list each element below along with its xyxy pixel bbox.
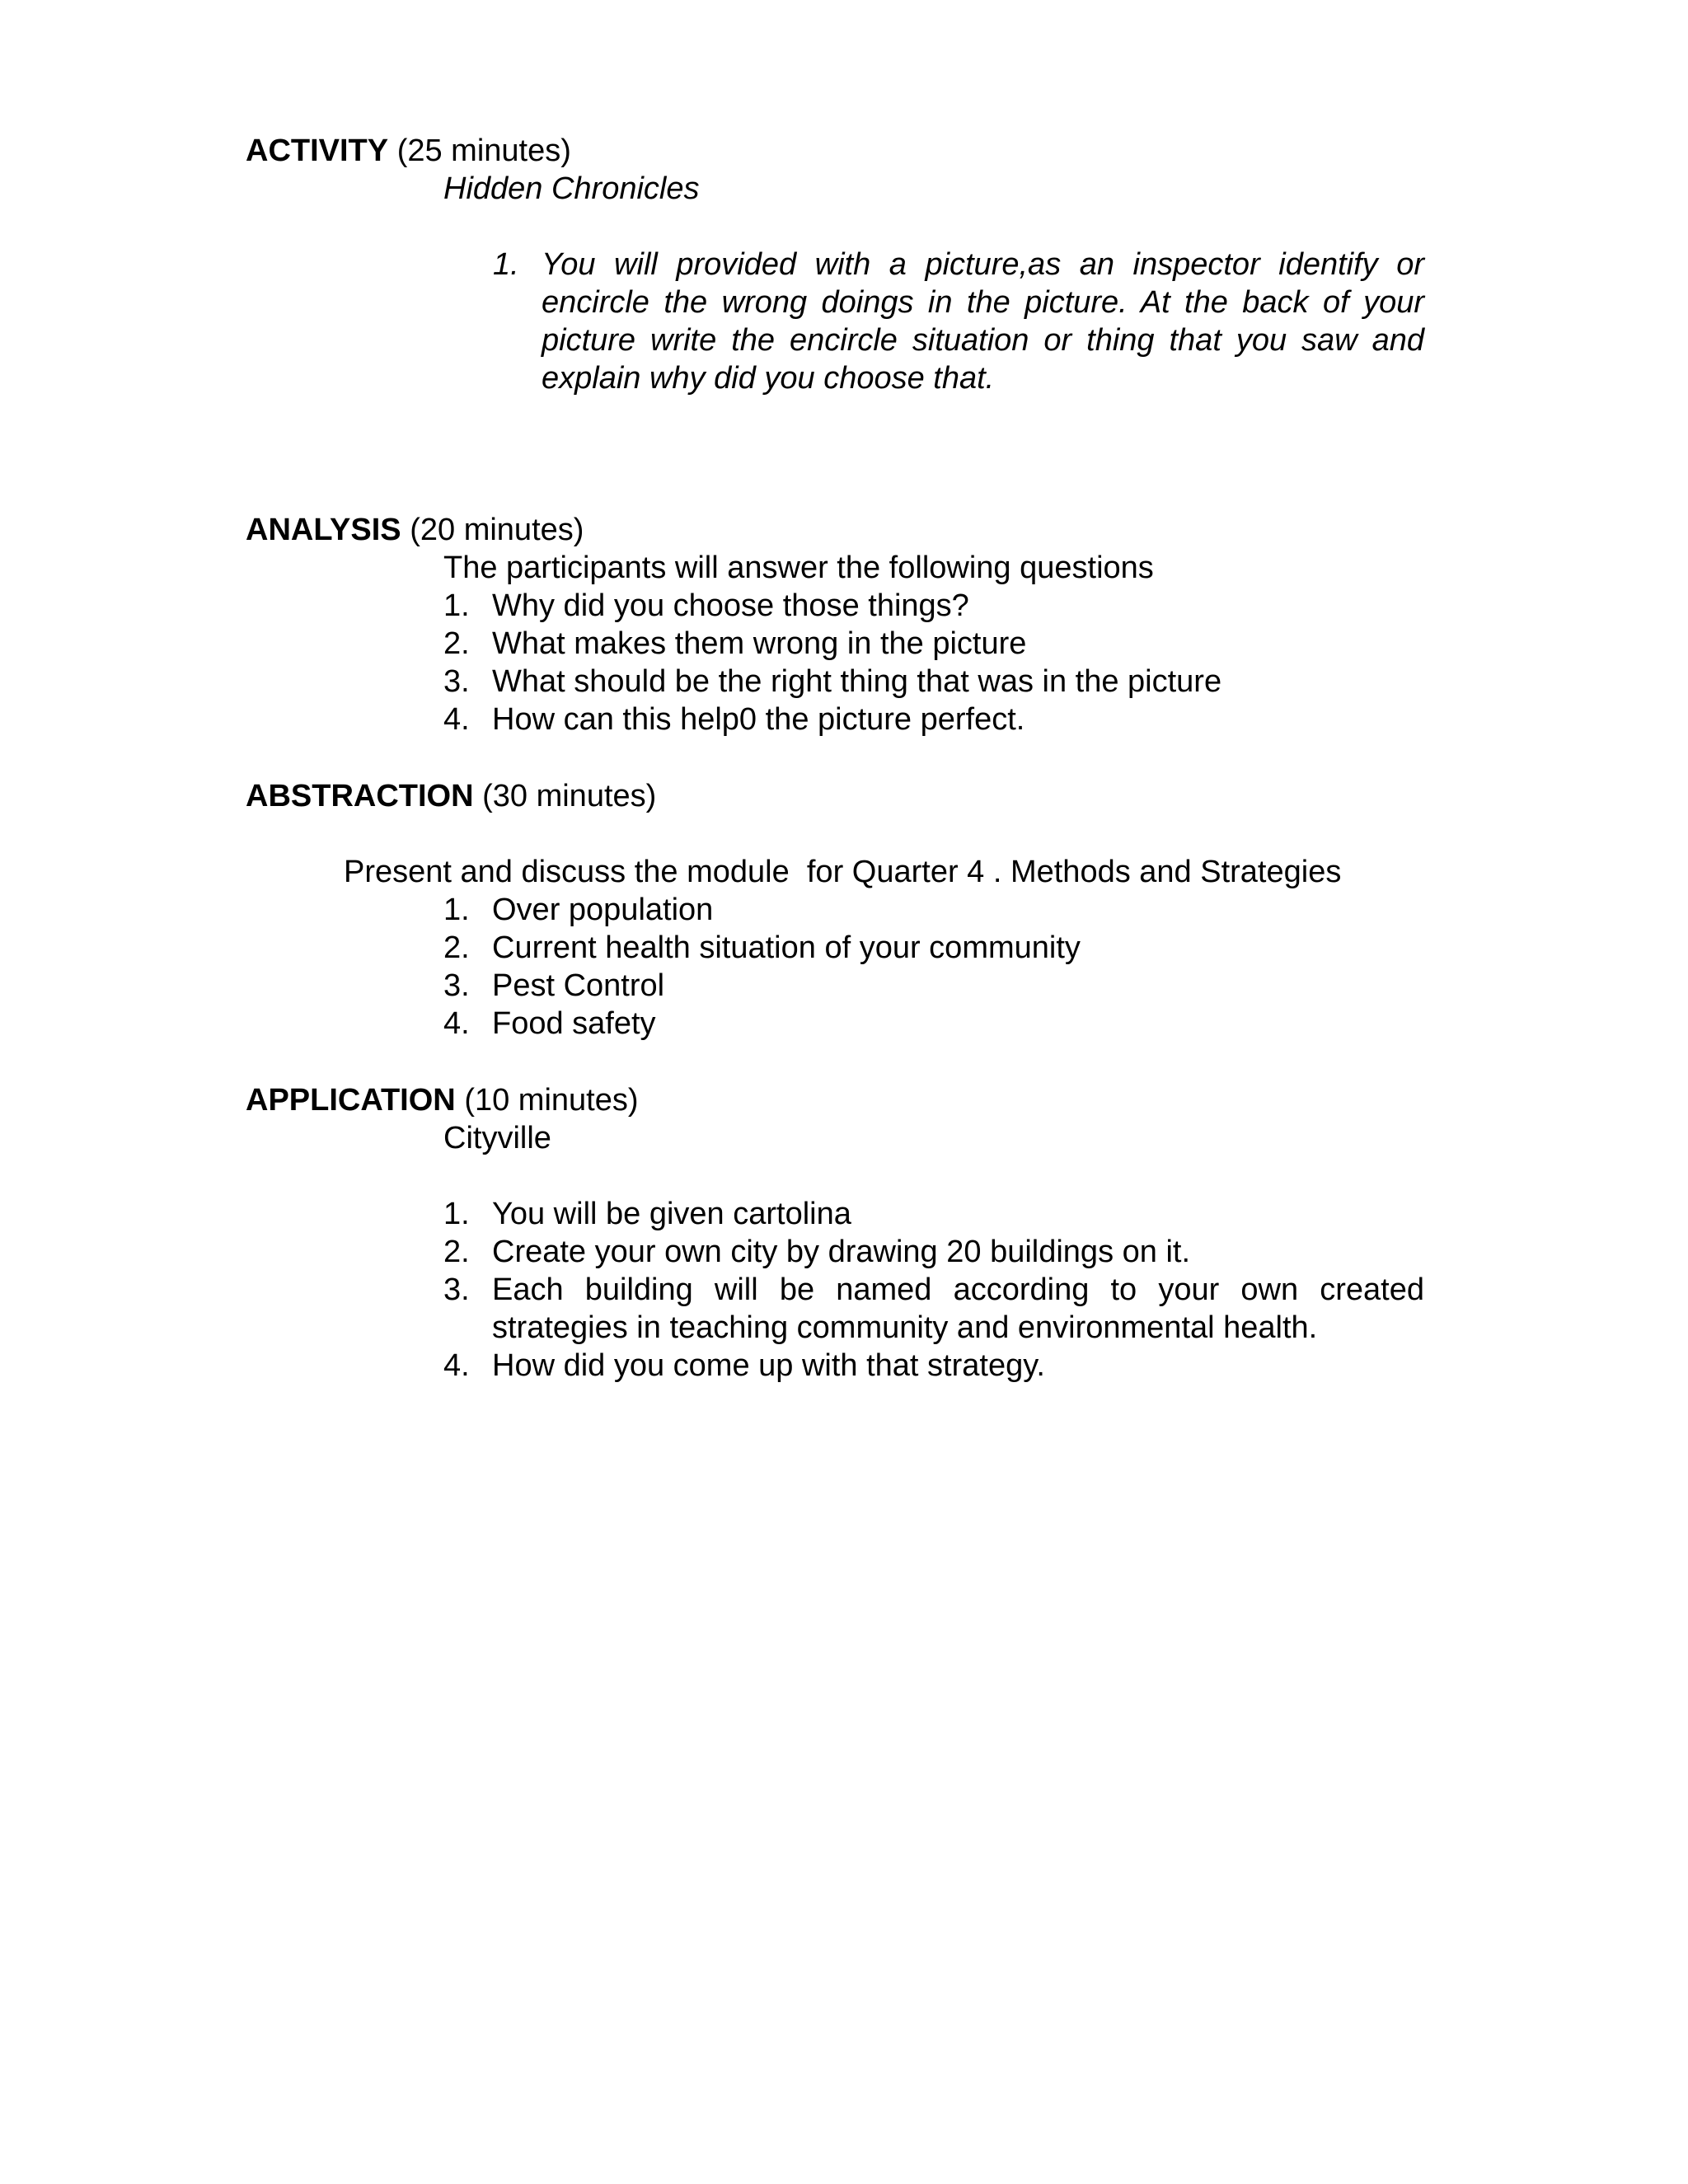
application-heading (246, 1081, 639, 1119)
application-item-text: How did you come up with that strategy. (492, 1348, 1045, 1383)
analysis-item-text: How can this help0 the picture perfect. (492, 702, 1025, 737)
application-item-text: You will be given cartolina (492, 1197, 851, 1231)
abstraction-heading (246, 777, 656, 815)
abstraction-item-text: Current health situation of your community (492, 930, 1081, 965)
abstraction-title: ABSTRACTION (246, 779, 474, 813)
activity-item-text (542, 246, 1424, 397)
analysis-intro: The participants will answer the following questions (443, 551, 1154, 585)
abstraction-duration: (30 minutes) (482, 779, 657, 813)
abstraction-item-number: 2. (443, 930, 470, 965)
application-subtitle: Cityville (443, 1121, 551, 1155)
activity-item-line: explain why did you choose that. (542, 361, 995, 396)
analysis-item-text: What should be the right thing that was in the picture (492, 664, 1222, 699)
analysis-item-number: 1. (443, 588, 470, 623)
analysis-duration: (20 minutes) (410, 513, 584, 547)
abstraction-item-number: 4. (443, 1006, 470, 1041)
analysis-heading (246, 511, 584, 549)
application-duration: (10 minutes) (464, 1083, 639, 1118)
activity-item-line: picture write the encircle situation or thing that you saw and (542, 323, 1424, 358)
abstraction-item-text: Over population (492, 893, 714, 927)
analysis-item-number: 3. (443, 664, 470, 699)
abstraction-item-text: Pest Control (492, 968, 665, 1003)
application-item-line: Each building will be named according to your own created (492, 1272, 1424, 1307)
application-item-number: 3. (443, 1272, 470, 1307)
activity-title: ACTIVITY (246, 134, 389, 168)
application-item-number: 1. (443, 1197, 470, 1231)
activity-item-line: encircle the wrong doings in the picture. At the back of your (542, 285, 1424, 320)
analysis-item-number: 2. (443, 626, 470, 661)
activity-heading (246, 132, 571, 170)
application-item-number: 4. (443, 1348, 470, 1383)
abstraction-item-text: Food safety (492, 1006, 656, 1041)
analysis-item-text: What makes them wrong in the picture (492, 626, 1027, 661)
application-item-line: strategies in teaching community and environmental health. (492, 1310, 1318, 1345)
analysis-item-text: Why did you choose those things? (492, 588, 969, 623)
activity-item-number: 1. (493, 247, 519, 282)
abstraction-item-number: 3. (443, 968, 470, 1003)
abstraction-intro: Present and discuss the module for Quarter 4 . Methods and Strategies (344, 855, 1342, 889)
analysis-title: ANALYSIS (246, 513, 401, 547)
activity-item-line: You will provided with a picture,as an inspector identify or (542, 247, 1424, 282)
activity-subtitle: Hidden Chronicles (443, 171, 700, 206)
application-item-text (492, 1271, 1424, 1347)
application-title: APPLICATION (246, 1083, 456, 1118)
abstraction-item-number: 1. (443, 893, 470, 927)
application-item-text: Create your own city by drawing 20 buildings on it. (492, 1235, 1191, 1269)
application-item-number: 2. (443, 1235, 470, 1269)
analysis-item-number: 4. (443, 702, 470, 737)
activity-duration: (25 minutes) (396, 134, 571, 168)
